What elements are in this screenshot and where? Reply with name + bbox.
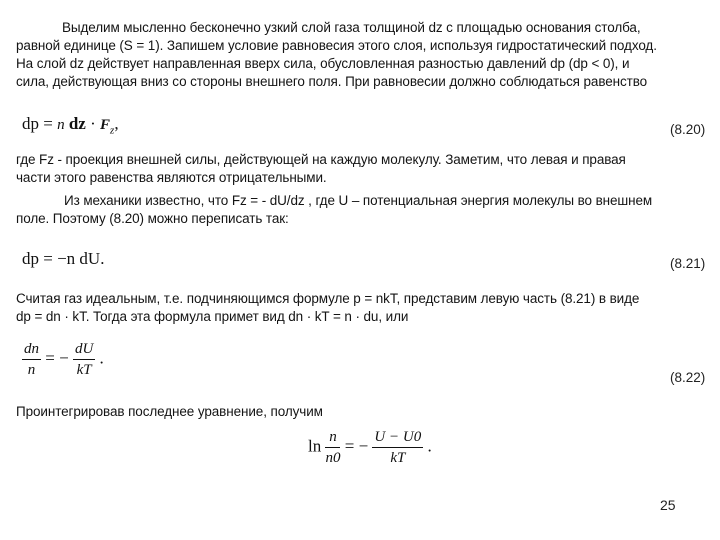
eq822-right-denominator: kT bbox=[76, 362, 92, 378]
paragraph1-line4: сила, действующая вниз со стороны внешнего поля. При равновесии должно соблюдаться равенство bbox=[16, 74, 648, 89]
eq-final-left-denominator: n0 bbox=[325, 450, 341, 466]
eq820-sub: z bbox=[110, 124, 115, 137]
paragraph1-line3: На слой dz действует направленная вверх сила, обусловленная разностью давлений dp (dp < 0), и bbox=[16, 56, 630, 71]
paragraph2-line3: Из механики известно, что Fz = - dU/dz , где U – потенциальная энергия молекулы во внешнем bbox=[64, 193, 653, 208]
equation-number-8-21: (8.21) bbox=[670, 256, 706, 271]
equation-number-8-22: (8.22) bbox=[670, 370, 706, 385]
eq-final-ln: ln bbox=[308, 436, 322, 456]
eq822-equals: = − bbox=[45, 348, 69, 368]
eq-final-left-fraction bbox=[325, 428, 340, 467]
equation-8-21: dp = −n dU. bbox=[22, 249, 105, 268]
equation-8-20: dp = n dz · $F_z$, bbox=[22, 114, 119, 137]
eq820-dot: · bbox=[90, 114, 96, 133]
equation-8-22 bbox=[22, 340, 104, 379]
eq-final-right-numerator: U − U0 bbox=[372, 428, 423, 448]
paragraph1-line1: Выделим мысленно бесконечно узкий слой газа толщиной dz с площадью основания столба, bbox=[62, 20, 641, 35]
eq822-right-numerator: dU bbox=[73, 340, 95, 360]
paragraph2-line4: поле. Поэтому (8.20) можно переписать так: bbox=[16, 211, 289, 226]
eq822-left-fraction bbox=[22, 340, 41, 379]
eq-final-tail: . bbox=[427, 436, 432, 456]
eq820-tail: , bbox=[114, 114, 119, 133]
paragraph2-line1: где Fz - проекция внешней силы, действующей на каждую молекулу. Заметим, что левая и правая bbox=[16, 152, 626, 167]
page-number: 25 bbox=[660, 497, 676, 513]
eq-final-left-numerator: n bbox=[325, 428, 340, 448]
eq822-left-numerator: dn bbox=[22, 340, 41, 360]
paragraph3-line1: Считая газ идеальным, т.е. подчиняющимся формуле p = nkT, представим левую часть (8.21) в виде bbox=[16, 291, 640, 306]
eq820-n: n bbox=[57, 117, 65, 133]
eq820-lhs: dp bbox=[22, 114, 39, 133]
eq822-left-denominator: n bbox=[27, 362, 36, 378]
paragraph1-line2: равной единице (S = 1). Запишем условие равновесия этого слоя, используя гидростатический подход. bbox=[16, 38, 657, 53]
equation-final bbox=[308, 428, 432, 467]
eq820-dz: dz bbox=[68, 114, 86, 133]
eq-final-right-fraction bbox=[372, 428, 423, 467]
paragraph2-line2: части этого равенства являются отрицательными. bbox=[16, 170, 327, 185]
eq-final-equals: = − bbox=[344, 436, 369, 456]
eq820-F: F bbox=[100, 117, 111, 133]
equation-number-8-20: (8.20) bbox=[670, 122, 706, 137]
eq-final-right-denominator: kT bbox=[390, 450, 406, 466]
paragraph4-line1: Проинтегрировав последнее уравнение, получим bbox=[16, 404, 323, 419]
eq822-right-fraction bbox=[73, 340, 95, 379]
paragraph3-line2: dp = dn · kT. Тогда эта формула примет вид dn · kT = n · du, или bbox=[16, 309, 409, 324]
eq822-tail: . bbox=[99, 348, 104, 368]
